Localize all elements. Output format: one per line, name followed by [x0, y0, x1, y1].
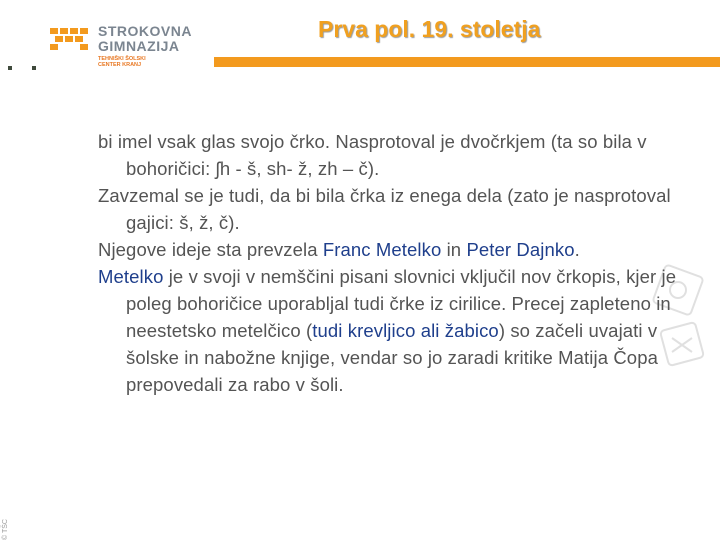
p3-text-mid: in [441, 239, 467, 260]
header-accent-bar [214, 57, 720, 67]
name-metelko: Metelko [98, 266, 164, 287]
logo-name-line2: GIMNAZIJA [98, 38, 180, 54]
p4-text-1: je v svoji v nemščini pisani slovnici vključil nov črkopis, kjer je poleg bohoričice uporabljal tudi črke iz cirilice. Precej zapleteno in neestetsko metelčico ( [126, 266, 677, 341]
logo-text [98, 24, 192, 54]
decor-dot-right [32, 66, 36, 70]
paragraph-2: Zavzemal se je tudi, da bi bila črka iz enega dela (zato je nasprotoval gajici: š, ž, č). [98, 185, 671, 233]
logo-subtext [98, 56, 146, 68]
slide-title: Prva pol. 19. stoletja [318, 16, 541, 42]
p3-text-pre: Njegove ideje sta prevzela [98, 239, 323, 260]
p4-text-2: ) so začeli uvajati v šolske in nabožne knjige, vendar so jo zaradi kritike Matija Čopa prepovedali za rabo v šoli. [126, 320, 658, 395]
logo-sub-line2: CENTER KRANJ [98, 62, 142, 68]
name-franc-metelko: Franc Metelko [322, 239, 442, 260]
p3-text-post: . [574, 239, 580, 260]
paragraph-4 [98, 263, 698, 398]
logo-name-line1: STROKOVNA [98, 23, 192, 39]
side-copyright: © TŠC [2, 519, 9, 540]
logo-sub-line1: TEHNIŠKI ŠOLSKI [98, 56, 146, 62]
logo-mark-icon [48, 24, 92, 54]
term-krevljica: tudi krevljico ali žabico [312, 320, 499, 341]
name-peter-dajnko: Peter Dajnko [466, 239, 575, 260]
paragraph-3 [98, 236, 698, 263]
paragraph-1: bi imel vsak glas svojo črko. Nasprotoval je dvočrkjem (ta so bila v bohoričici: ʃh - š, sh- ž, zh – č). [98, 131, 647, 179]
school-logo [48, 22, 208, 72]
main-content [98, 128, 698, 398]
decor-dot-left [8, 66, 12, 70]
